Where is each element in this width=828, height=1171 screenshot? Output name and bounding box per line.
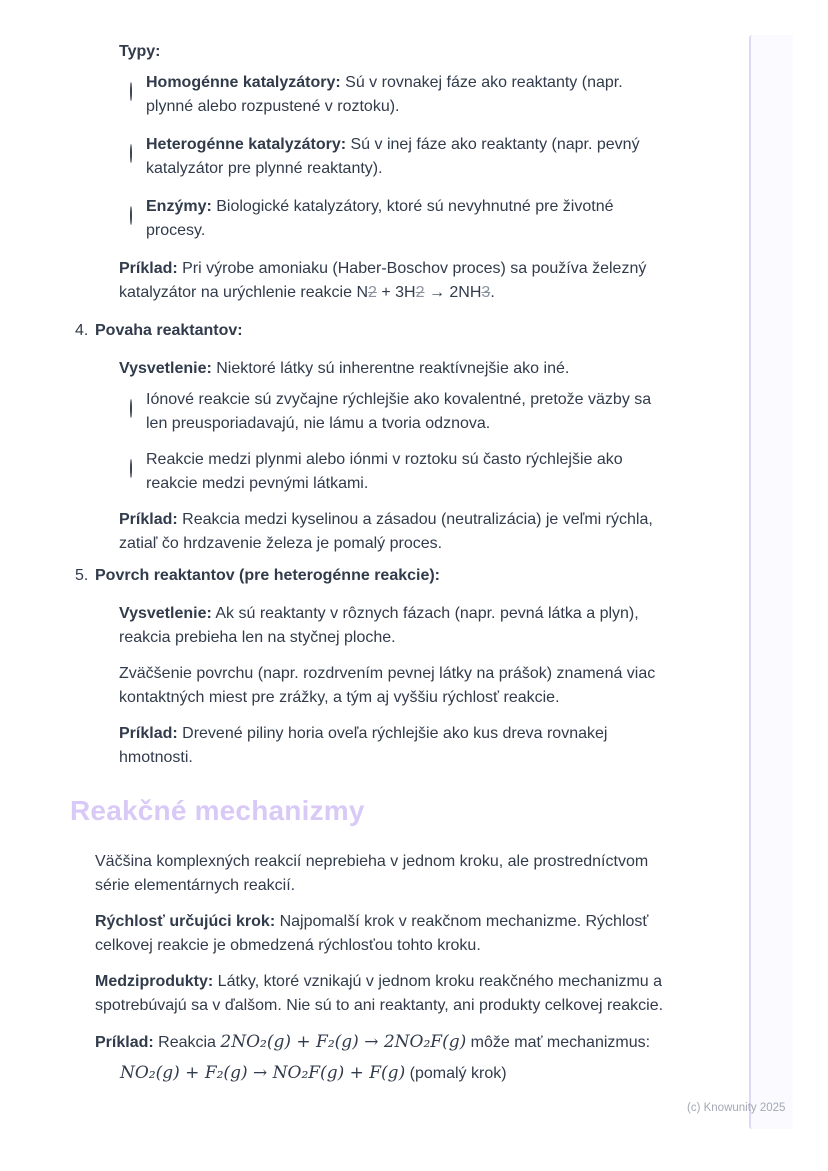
list-item-enzymy [130, 195, 668, 243]
bullet-icon [103, 357, 119, 496]
item-text: Látky, ktoré vznikajú v jednom kroku reakčného mechanizmu a spotrebúvajú sa v ďalšom. Nie sú to ani reaktanty, ani produkty celkovej reakcie. [95, 973, 664, 1014]
catalyst-subtypes-list [119, 71, 668, 243]
list-item-priklad-piliny [103, 722, 668, 770]
list-item-body [146, 71, 668, 119]
list-item-priklad-mechanizmus [78, 1030, 668, 1086]
subscript-strikethrough: 3 [481, 284, 491, 301]
bullet-icon [78, 850, 95, 898]
bullet-icon [78, 910, 95, 958]
bullet-ring [130, 206, 132, 225]
item-lead: Heterogénne katalyzátory: [146, 136, 347, 153]
bullet-ring [130, 144, 132, 163]
point4-list [70, 357, 668, 556]
list-item-priklad-amoniak [103, 257, 668, 305]
mechanism-steps-list [95, 1061, 668, 1086]
math-formula: NO₂(g) + F₂(g) → NO₂F(g) + F(g) [120, 1063, 406, 1083]
list-item-body [95, 850, 668, 898]
item-lead: Príklad: [95, 1034, 154, 1051]
item-text: Sú v inej fáze ako reaktanty (napr. pevný katalyzátor pre plynné reaktanty). [146, 136, 640, 177]
numbered-item-5 [70, 564, 668, 588]
bullet-icon [78, 970, 95, 1018]
circle-bullet-icon [130, 195, 146, 243]
list-item-body [146, 195, 668, 243]
bullet-icon [103, 257, 119, 305]
equation-text: + 3H [376, 284, 416, 301]
list-item-zvacsenie [103, 662, 668, 710]
list-item-body [120, 1061, 668, 1086]
list-item-body [146, 388, 668, 436]
item-lead: Homogénne katalyzátory: [146, 74, 341, 91]
list-item-body [119, 602, 668, 650]
item-number: 4. [75, 322, 89, 339]
bullet-icon [103, 602, 119, 650]
item-text: Sú v rovnakej fáze ako reaktanty (napr. plynné alebo rozpustené v roztoku). [146, 74, 623, 115]
item-lead: Príklad: [119, 511, 178, 528]
list-item-body [119, 357, 668, 496]
bullet-icon [103, 508, 119, 556]
bullet-icon [103, 662, 119, 710]
list-item-heterogenne [130, 133, 668, 181]
equation-text: . [490, 284, 495, 301]
bullet-ring [130, 459, 132, 478]
item-text: Iónové reakcie sú zvyčajne rýchlejšie ako kovalentné, pretože väzby sa len preusporiadavajú, nie lámu a tvoria odznova. [146, 391, 652, 432]
mechanisms-list [70, 850, 668, 1086]
section-heading-reakcne-mechanizmy: Reakčné mechanizmy [70, 795, 365, 826]
list-item-body [146, 133, 668, 181]
list-item-vysvetlenie [103, 357, 668, 496]
list-item-vacsina [78, 850, 668, 898]
item-text: Ak sú reaktanty v rôznych fázach (napr. pevná látka a plyn), reakcia prebieha len na styčnej ploche. [119, 605, 639, 646]
subscript-strikethrough: 2 [368, 284, 377, 301]
list-item-body [95, 910, 668, 958]
list-item-rychlost-krok [78, 910, 668, 958]
list-item-body [119, 40, 668, 243]
next-page-edge[interactable] [749, 35, 793, 1129]
item-lead: Rýchlosť určujúci krok: [95, 913, 276, 930]
list-item-medziprodukty [78, 970, 668, 1018]
item-lead: Medziprodukty: [95, 973, 214, 990]
item-number: 5. [75, 567, 89, 584]
item-text: Biologické katalyzátory, ktoré sú nevyhnutné pre životné procesy. [146, 198, 614, 239]
circle-bullet-icon [130, 448, 146, 496]
item-text: (pomalý krok) [405, 1065, 507, 1082]
list-item-priklad-neutralizacia [103, 508, 668, 556]
point4-sublist [119, 388, 668, 496]
notes-content [70, 40, 668, 1086]
bullet-icon [103, 1061, 120, 1086]
list-item-vysvetlenie [103, 602, 668, 650]
item-text: môže mať mechanizmus: [466, 1034, 651, 1051]
item-title: Povrch reaktantov (pre heterogénne reakcie): [95, 567, 441, 584]
item-text: Drevené piliny horia oveľa rýchlejšie ako kus dreva rovnakej hmotnosti. [119, 725, 608, 766]
list-item-body [119, 508, 668, 556]
list-item-body [119, 257, 668, 305]
list-item-body [95, 1030, 668, 1086]
equation-text: → 2NH [424, 284, 482, 301]
item-text: Zväčšenie povrchu (napr. rozdrvením pevnej látky na prášok) znamená viac kontaktných miest pre zrážky, a tým aj vyššiu rýchlosť reakcie. [119, 665, 656, 706]
item-lead: Vysvetlenie: [119, 605, 212, 622]
circle-bullet-icon [130, 71, 146, 119]
bullet-ring [130, 399, 132, 418]
bullet-ring [130, 82, 132, 101]
bullet-icon [78, 1030, 95, 1086]
point5-list [70, 602, 668, 770]
item-lead: Enzýmy: [146, 198, 212, 215]
list-item-typy [103, 40, 668, 243]
list-item-body [119, 722, 668, 770]
copyright-text: (c) Knowunity 2025 [687, 1102, 786, 1114]
bullet-icon [103, 722, 119, 770]
list-item-homogenne [130, 71, 668, 119]
item-lead: Príklad: [119, 725, 178, 742]
list-item-reakcie-plyny [130, 448, 668, 496]
item-text: Väčšina komplexných reakcií neprebieha v jednom kroku, ale prostredníctvom série elementárnych reakcií. [95, 853, 649, 894]
list-item-ionove [130, 388, 668, 436]
circle-bullet-icon [130, 133, 146, 181]
item-lead: Typy: [119, 43, 161, 60]
list-item-body [146, 448, 668, 496]
list-item-body [119, 662, 668, 710]
item-text: Niektoré látky sú inherentne reaktívnejšie ako iné. [211, 360, 570, 377]
numbered-item-4 [70, 319, 668, 343]
item-text: Najpomalší krok v reakčnom mechanizme. Rýchlosť celkovej reakcie je obmedzená rýchlosťou tohto kroku. [95, 913, 649, 954]
list-item-pomaly-krok [103, 1061, 668, 1086]
math-formula: 2NO₂(g) + F₂(g) → 2NO₂F(g) [220, 1032, 467, 1052]
circle-bullet-icon [130, 388, 146, 436]
item-text: Reakcia [153, 1034, 221, 1051]
list-item-body [95, 970, 668, 1018]
item-text: Reakcie medzi plynmi alebo iónmi v roztoku sú často rýchlejšie ako reakcie medzi pevnými látkami. [146, 451, 623, 492]
item-lead: Vysvetlenie: [119, 360, 212, 377]
subscript-strikethrough: 2 [415, 284, 425, 301]
item-text: Pri výrobe amoniaku (Haber-Boschov proces) sa používa železný katalyzátor na urýchlenie reakcie N [119, 260, 647, 301]
item-text: Reakcia medzi kyselinou a zásadou (neutralizácia) je veľmi rýchla, zatiaľ čo hrdzavenie železa je pomalý proces. [119, 511, 653, 552]
catalyst-types-list [70, 40, 668, 305]
item-lead: Príklad: [119, 260, 178, 277]
bullet-icon [103, 40, 119, 243]
item-title: Povaha reaktantov: [95, 322, 243, 339]
